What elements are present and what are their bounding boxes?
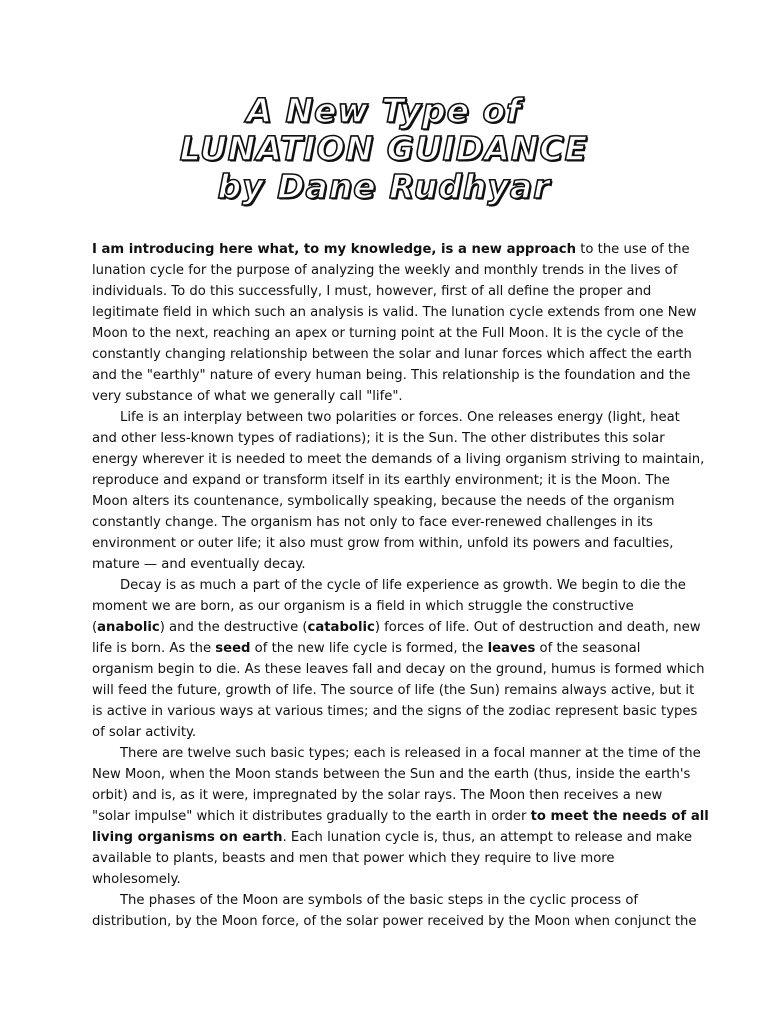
- text-line: [92, 239, 690, 260]
- text-line: distribution, by the Moon force, of the solar power received by the Moon when conjunct the: [92, 914, 697, 929]
- text-line: constantly changing relationship between the solar and lunar forces which affect the earth: [92, 347, 692, 362]
- text-run: to the use of the: [576, 242, 690, 257]
- bold-phrase: living organisms on earth: [92, 830, 283, 845]
- text-line: very substance of what we generally call "life".: [92, 389, 403, 404]
- paragraph-4: [92, 743, 709, 890]
- text-line: [92, 827, 693, 848]
- text-line: organism begin to die. As these leaves fall and decay on the ground, humus is formed which: [92, 662, 705, 677]
- text-line: mature — and eventually decay.: [92, 557, 306, 572]
- text-line: wholesomely.: [92, 872, 181, 887]
- text-line: The phases of the Moon are symbols of the basic steps in the cyclic process of: [120, 893, 639, 908]
- text-line: available to plants, beasts and men that power which they require to live more: [92, 851, 615, 866]
- document-title: [0, 92, 768, 206]
- text-run: ) and the destructive (: [159, 620, 308, 635]
- bold-term-catabolic: catabolic: [307, 620, 375, 635]
- text-line: of solar activity.: [92, 725, 197, 740]
- text-line: Life is an interplay between two polarities or forces. One releases energy (light, heat: [120, 410, 680, 425]
- title-line-2: LUNATION GUIDANCE: [179, 129, 589, 168]
- text-run: life is born. As the: [92, 641, 216, 656]
- text-line: [92, 638, 684, 659]
- article-body: [92, 239, 709, 932]
- bold-term-seed: seed: [215, 641, 251, 656]
- title-author-line: by Dane Rudhyar: [217, 167, 551, 206]
- text-line: Moon alters its countenance, symbolically speaking, because the needs of the organism: [92, 494, 675, 509]
- bold-term-anabolic: anabolic: [97, 620, 160, 635]
- text-line: constantly change. The organism has not only to face ever-renewed challenges in its: [92, 515, 653, 530]
- text-line: is active in various ways at various times; and the signs of the zodiac represent basic types: [92, 704, 698, 719]
- paragraph-5: [92, 890, 697, 932]
- text-line: individuals. To do this successfully, I must, however, first of all define the proper and: [92, 284, 652, 299]
- text-run: of the new life cycle is formed, the: [250, 641, 488, 656]
- text-line: moment we are born, as our organism is a field in which struggle the constructive: [92, 599, 634, 614]
- title-line-1: A New Type of: [246, 91, 522, 130]
- text-line: energy wherever it is needed to meet the demands of a living organism striving to maintain,: [92, 452, 705, 467]
- text-line: Moon to the next, reaching an apex or turning point at the Full Moon. It is the cycle of the: [92, 326, 684, 341]
- text-line: environment or outer life; it also must grow from within, unfold its powers and faculties,: [92, 536, 674, 551]
- text-run: ) forces of life. Out of destruction and death, new: [374, 620, 701, 635]
- text-line: and other less-known types of radiations); it is the Sun. The other distributes this solar: [92, 431, 665, 446]
- text-line: legitimate field in which such an analysis is valid. The lunation cycle extends from one New: [92, 305, 697, 320]
- text-line: orbit) and is, as it were, impregnated by the solar rays. The Moon then receives a new: [92, 788, 663, 803]
- text-line: [92, 617, 701, 638]
- paragraph-3: [92, 575, 705, 743]
- paragraph-2: [92, 407, 705, 575]
- bold-term-leaves: leaves: [487, 641, 536, 656]
- text-run: . Each lunation cycle is, thus, an attempt to release and make: [282, 830, 693, 845]
- bold-phrase: I am introducing here what, to my knowledge, is a new approach: [92, 242, 577, 257]
- text-run: "solar impulse" which it distributes gradually to the earth in order: [92, 809, 531, 824]
- text-line: lunation cycle for the purpose of analyzing the weekly and monthly trends in the lives of: [92, 263, 678, 278]
- bold-phrase: to meet the needs of all: [530, 809, 709, 824]
- text-line: New Moon, when the Moon stands between the Sun and the earth (thus, inside the earth's: [92, 767, 691, 782]
- text-line: [92, 806, 709, 827]
- text-run: of the seasonal: [535, 641, 641, 656]
- text-run: (: [92, 620, 98, 635]
- text-line: and the "earthly" nature of every human being. This relationship is the foundation and the: [92, 368, 691, 383]
- paragraph-1: [92, 239, 697, 407]
- text-line: There are twelve such basic types; each is released in a focal manner at the time of the: [120, 746, 701, 761]
- text-line: will feed the future, growth of life. The source of life (the Sun) remains always active, but it: [92, 683, 695, 698]
- text-line: reproduce and expand or transform itself in its earthly environment; it is the Moon. The: [92, 473, 670, 488]
- text-line: Decay is as much a part of the cycle of life experience as growth. We begin to die the: [120, 578, 686, 593]
